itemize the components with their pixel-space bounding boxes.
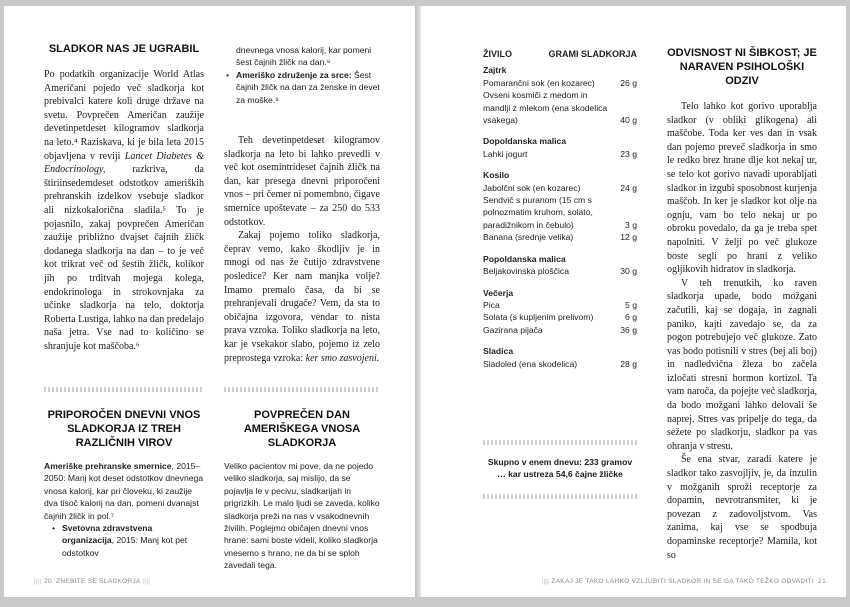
body-text — [224, 134, 380, 365]
sugar-table — [483, 48, 637, 370]
table-row — [483, 311, 637, 323]
page-number: 21 — [818, 578, 826, 585]
para: Zakaj pojemo toliko sladkorja, čeprav vemo, kako škodljiv je in mnogi od nas že čutijo zdravstvene posledice? Ker nam manjka volje? Imamo premalo časa, da bi se prehranjevali drugače? Vem, da sta to običajna izgovora, vendar to nista prava vzroka. Toliko sladkorja na leto, kar je vsekakor slabo, pojemo iz zelo preprostega vzroka: — [224, 230, 380, 364]
box-body — [44, 460, 204, 559]
total-equivalent: … kar ustreza 54,6 čajne žličke — [497, 469, 623, 480]
right-column-top — [224, 44, 380, 365]
divider — [44, 387, 204, 392]
recommended-intake-box — [44, 408, 204, 559]
section-title: SLADKOR NAS JE UGRABIL — [48, 43, 200, 55]
divider — [224, 387, 380, 392]
sugar-grams: 40 g — [620, 115, 637, 126]
food-item: Pomarančni sok (en kozarec) — [483, 77, 595, 88]
list-continuation: dnevnega vnosa kalorij, kar pomeni šest čajnih žličk na dan.⁸ — [236, 45, 372, 68]
table-row — [483, 77, 637, 89]
sugar-grams: 23 g — [620, 148, 637, 159]
page-number: 20 — [44, 578, 52, 585]
table-row — [483, 231, 637, 243]
table-row — [483, 182, 637, 194]
meal-category: Sladica — [483, 346, 514, 357]
food-item: Sladoled (ena skodelica) — [483, 358, 578, 369]
item-text: , 2015: Manj kot pet odstotkov — [62, 535, 188, 558]
sugar-grams: 24 g — [620, 182, 637, 193]
para: Še ena stvar, zaradi katere je sladkor tako zasvojljiv, je, da inzulin v možganih sproži receptorje za dopamin, nevrotransmiter, ki je povezan z zadovoljstvom. Vas zanima, kaj vse se spodbuja dopaminske receptorje? Mamila, kot so — [667, 454, 817, 561]
para1b: razkriva, da štiriinsedemdeset odstotkov ameriških prehranskih izdelkov vsebuje sladkor ali nizkokalorična sladila.⁵ To je pojasnilo, zakaj povprečen Američan zaužije približno dvajset čajnih žličk dodanega sladkorja na dan – to je več kot trikrat več od šestih žličk, kolikor jih po trditvah mojega kolega, endokrinologa in strokovnjaka za učinke sladkorja na telo, doktorja Roberta Lustiga, lahko na dan predelajo naša jetra. Vse nad to količino se shranjuje kot maščoba.⁶ — [44, 164, 204, 352]
addiction-section — [667, 46, 817, 562]
food-item: Solata (s kupljenim prelivom) — [483, 312, 594, 323]
bullet-text: Šest čajnih žličk na dan za ženske in devet za moške.⁹ — [236, 69, 380, 105]
table-row — [483, 89, 637, 126]
table-header — [483, 48, 637, 60]
table-row — [483, 324, 637, 336]
sugar-grams: 6 g — [625, 312, 637, 323]
box-body — [224, 460, 380, 572]
divider — [483, 440, 637, 445]
item-label: Svetovna zdravstvena organizacija — [62, 523, 153, 546]
right-page — [421, 6, 846, 597]
meal-category: Večerja — [483, 287, 514, 298]
para: Telo lahko kot gorivo uporablja sladkor (v obliki glikogena) ali maščobe. Toda ker ves dan in vsak dan pojemo preveč sladkorja in smo le redko brez hrane dlje kot nekaj ur, se telo kot gorivo navadi uporabljati sladkor in izgubi sposobnost kurjenja maščob. In ker je sladkor kot olje na ognju, vam bo telo nekaj ur po obroku povedalo, da ga je treba spet napolniti. V želji po več glukoze boste segli po hrani z veliko ogljikovih hidratov in sladkorja. — [667, 101, 817, 276]
journal-name: Lancet Diabetes & Endocrinology, — [44, 150, 204, 176]
divider — [483, 494, 637, 499]
bullet-label: Ameriško združenje za srce: — [236, 69, 352, 80]
section-body — [44, 68, 204, 353]
meal-category: Popoldanska malica — [483, 253, 566, 264]
sugar-grams: 30 g — [620, 266, 637, 277]
food-item: Jabolčni sok (en kozarec) — [483, 182, 581, 193]
table-row — [483, 194, 637, 231]
page-footer: |||| ZAKAJ JE TAKO LAHKO VZLJUBITI SLADKOR IN SE GA TAKO TEŽKO ODVADITI 21 — [541, 578, 826, 585]
section-body — [667, 100, 817, 562]
list-item — [236, 69, 380, 106]
total-line: Skupno v enem dnevu: 233 gramov — [487, 457, 633, 467]
table-row — [483, 299, 637, 311]
item-text: , 2015–2050: Manj kot deset odstotkov dnevnega vnosa kalorij, kar pri človeku, ki zaužije dva tisoč kalorij na dan, pomeni dvanajst čajnih žličk in pol.⁷ — [44, 461, 204, 521]
food-item: Lahki jogurt — [483, 148, 528, 159]
page-footer: |||| 20 ZNEBITE SE SLADKORJA |||| — [34, 578, 151, 585]
sugar-grams: 28 g — [620, 358, 637, 369]
food-item: Ovseni kosmiči z medom in mandlji z mlekom (ena skodelica vsakega) — [483, 90, 608, 126]
average-day-box — [224, 408, 380, 572]
food-item: Sendvič s puranom (15 cm s polnozmatim kruhom, solato, paradižnikom in čebulo) — [483, 195, 593, 230]
sugar-grams: 12 g — [620, 232, 637, 243]
table-body — [483, 64, 637, 370]
meal-category: Zajtrk — [483, 65, 507, 76]
food-item: Gazirana pijača — [483, 324, 543, 335]
column-sugar: GRAMI SLADKORJA — [548, 49, 637, 59]
daily-total — [483, 456, 637, 481]
meal-category: Kosilo — [483, 170, 510, 181]
book-title: ZNEBITE SE SLADKORJA — [56, 578, 141, 585]
sugar-grams: 36 g — [620, 324, 637, 335]
sugar-grams: 5 g — [625, 299, 637, 310]
table-row — [483, 148, 637, 160]
box-title: POVPREČEN DAN AMERIŠKEGA VNOSA SLADKORJA — [243, 409, 361, 449]
meal-category: Dopoldanska malica — [483, 136, 567, 147]
recommendation-continued — [224, 44, 380, 106]
section-title: ODVISNOST NI ŠIBKOST; JE NARAVEN PSIHOLOŠKI ODZIV — [667, 47, 817, 87]
food-item: Beljakovinska ploščica — [483, 266, 569, 277]
food-item: Pica — [483, 299, 500, 310]
box-text: Veliko pacientov mi pove, da ne pojedo veliko sladkorja, saj mislijo, da se pojavlja le v pecivu, sladkarijah in prigrizkih. Le malo ljudi se zaveda, koliko sladkorja preži na nas v vsakodnevnih živilih. Poglejmo običajen dnevni vnos hrane: sami boste videli, koliko sladkorja vnesemo s hrano, ne da bi se sploh zavedali tega. — [224, 461, 380, 571]
list-item — [62, 522, 204, 559]
para: Teh devetinpetdeset kilogramov sladkorja na leto bi lahko prevedli v več kot osemintrideset čajnih žličk na dan, kar presega dnevni priporočeni vnos – pri čemer ni pomembno, čigave smernice upoštevate – za 250 do 533 odstotkov. — [224, 135, 380, 228]
column-food: ŽIVILO — [483, 49, 512, 59]
left-page — [4, 6, 415, 597]
para1: Po podatkih organizacije World Atlas Američani pojedo več sladkorja kot prebivalci katere koli druge države na svetu. Povprečen Američan zaužije devetinpetdeset kilogramov sladkorja na leto.⁴ Raziskava, ki je bila leta 2015 objavljena v reviji — [44, 69, 204, 162]
sugar-grabbed-section — [44, 42, 204, 353]
sugar-grams: 26 g — [620, 77, 637, 88]
sugar-grams: 3 g — [625, 219, 637, 230]
emphasis: ker smo zasvojeni. — [305, 352, 380, 364]
item-label: Ameriške prehranske smernice — [44, 461, 172, 471]
table-row — [483, 358, 637, 370]
para: V teh trenutkih, ko raven sladkorja upade, bodo možgani začutili, kaj se dogaja, in zagnali paniko, kajti zavedajo se, da za pogon potrebujejo več glukoze. Zato vas bodo potisnili v stres (bej ali boj) in nadledvična žleza bo začela izločati stresni hormon kortizol. Ta vam naroča, da pojejte več sladkorja, da bodo možgani lahko delovali še naprej. Stres vas pripelje do tega, da sežete po sladkorju, sladkor pa vas ohranja v stresu. — [667, 277, 817, 452]
food-item: Banana (srednje velika) — [483, 232, 574, 243]
chapter-title: ZAKAJ JE TAKO LAHKO VZLJUBITI SLADKOR IN SE GA TAKO TEŽKO ODVADITI — [551, 578, 814, 585]
table-row — [483, 265, 637, 277]
box-title: PRIPOROČEN DNEVNI VNOS SLADKORJA IZ TREH RAZLIČNIH VIROV — [47, 409, 201, 449]
